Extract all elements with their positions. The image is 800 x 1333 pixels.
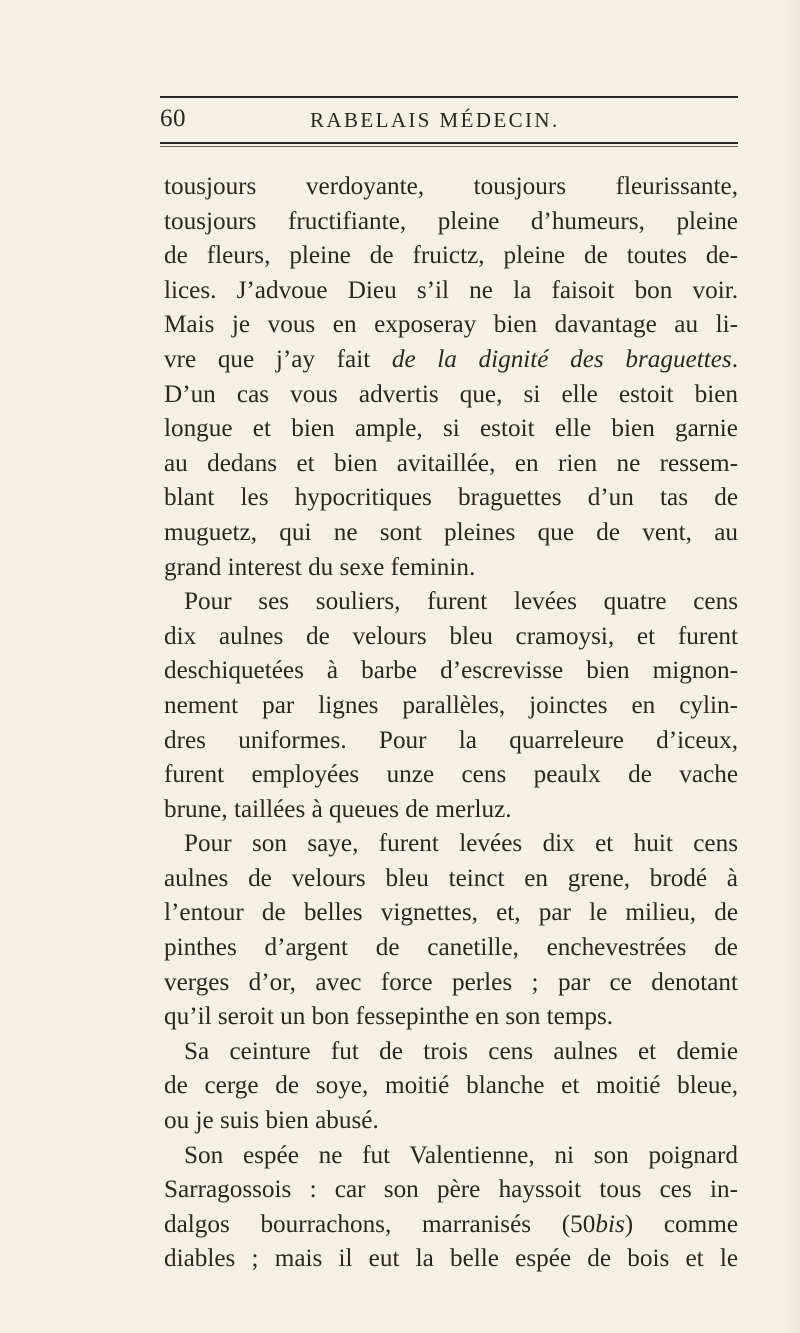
text-line: dres uniformes. Pour la quarreleure d’iceux, bbox=[164, 726, 738, 754]
text-line: pinthes d’argent de canetille, enchevestrées de bbox=[164, 934, 738, 962]
page-edge-shadow bbox=[786, 0, 800, 1333]
text-line: Sa ceinture fut de trois cens aulnes et demie bbox=[184, 1037, 738, 1065]
header-rule-top bbox=[160, 96, 738, 98]
text-line: Pour ses souliers, furent levées quatre cens bbox=[184, 588, 738, 616]
text-segment: ) comme bbox=[624, 1210, 738, 1238]
body-text bbox=[164, 170, 738, 1277]
page-header bbox=[160, 96, 738, 148]
page-number: 60 bbox=[160, 105, 186, 132]
text-segment: vre que j’ay fait bbox=[164, 345, 392, 373]
text-line: D’un cas vous advertis que, si elle estoit bien bbox=[164, 380, 738, 408]
text-line: de fleurs, pleine de fruictz, pleine de toutes de- bbox=[164, 242, 738, 270]
text-line: tousjours verdoyante, tousjours fleurissante, bbox=[164, 173, 738, 200]
text-line: de cerge de soye, moitié blanche et moitié bleue, bbox=[164, 1072, 738, 1100]
text-line: blant les hypocritiques braguettes d’un tas de bbox=[164, 484, 738, 512]
text-line: au dedans et bien avitaillée, en rien ne ressem- bbox=[164, 449, 738, 477]
text-line: verges d’or, avec force perles ; par ce denotant bbox=[164, 968, 738, 996]
running-head: RABELAIS MÉDECIN. bbox=[310, 108, 560, 132]
text-line: l’entour de belles vignettes, et, par le milieu, de bbox=[164, 899, 738, 927]
text-line: ou je suis bien abusé. bbox=[164, 1107, 379, 1135]
header-rule-bottom bbox=[160, 142, 738, 144]
text-line: dix aulnes de velours bleu cramoysi, et furent bbox=[164, 622, 738, 650]
text-line: qu’il seroit un bon fessepinthe en son temps. bbox=[164, 1003, 614, 1031]
book-title: de la dignité des braguettes bbox=[391, 345, 732, 373]
text-line: longue et bien ample, si estoit elle bien garnie bbox=[164, 415, 738, 443]
text-segment: . bbox=[731, 345, 738, 373]
text-line: muguetz, qui ne sont pleines que de vent, au bbox=[164, 518, 738, 546]
text-line: lices. J’advoue Dieu s’il ne la faisoit bon voir. bbox=[164, 276, 738, 304]
text-line: tousjours fructifiante, pleine d’humeurs, pleine bbox=[164, 207, 738, 235]
text-line-with-title bbox=[164, 343, 738, 378]
text-line: brune, taillées à queues de merluz. bbox=[164, 795, 512, 823]
text-line: Son espée ne fut Valentienne, ni son poignard bbox=[184, 1141, 738, 1169]
text-segment: dalgos bourrachons, marranisés (50 bbox=[164, 1210, 596, 1238]
text-line: Sarragossois : car son père hayssoit tous ces in- bbox=[164, 1176, 738, 1204]
text-line: nement par lignes parallèles, joinctes en cylin- bbox=[164, 691, 738, 719]
text-line: furent employées unze cens peaulx de vache bbox=[164, 761, 738, 789]
text-line-with-note bbox=[164, 1208, 738, 1243]
note-marker: bis bbox=[595, 1210, 625, 1238]
text-line: deschiquetées à barbe d’escrevisse bien mignon- bbox=[164, 657, 738, 685]
text-line: Pour son saye, furent levées dix et huit cens bbox=[184, 830, 738, 858]
text-line: aulnes de velours bleu teinct en grene, brodé à bbox=[164, 864, 738, 892]
text-line: diables ; mais il eut la belle espée de bois et le bbox=[164, 1245, 738, 1273]
text-line: grand interest du sexe feminin. bbox=[164, 553, 476, 581]
text-line: Mais je vous en exposeray bien davantage au li- bbox=[164, 311, 738, 339]
header-rule-thin bbox=[160, 146, 738, 147]
